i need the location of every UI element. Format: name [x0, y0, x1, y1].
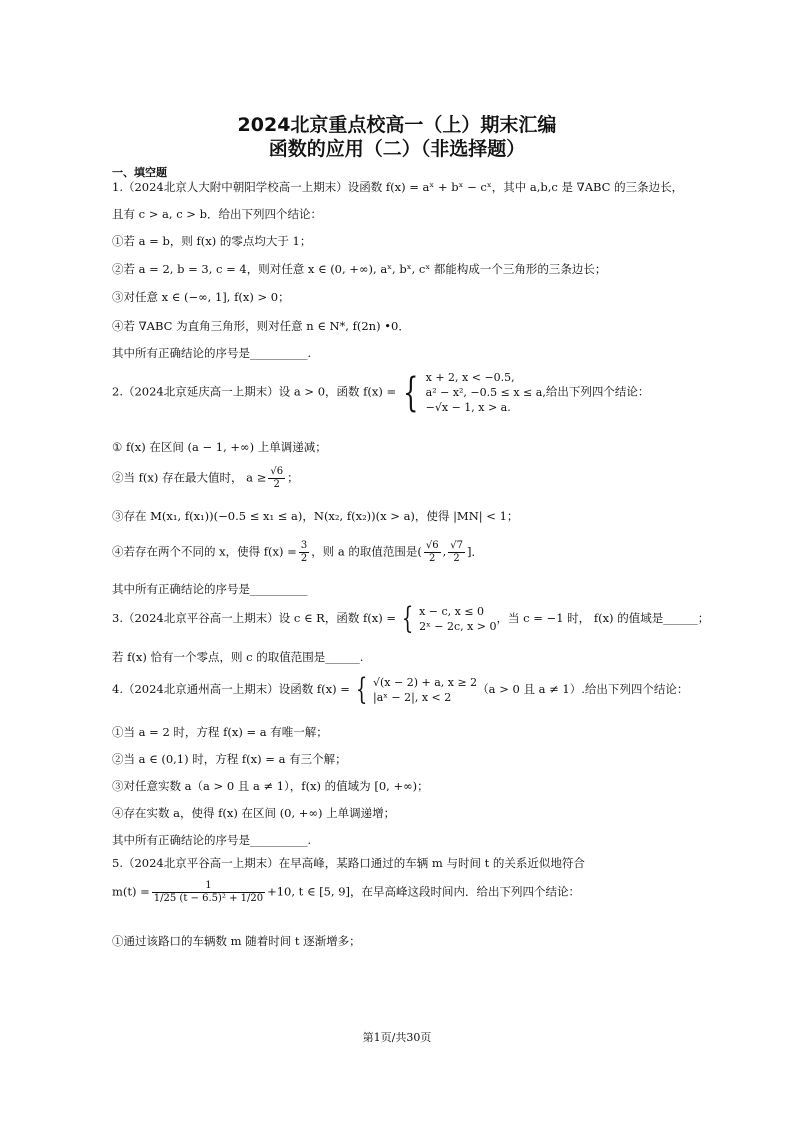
brace-symbol: {	[403, 369, 419, 416]
q4-piecewise	[373, 675, 477, 705]
brace-symbol: {	[401, 601, 414, 636]
document-subtitle: 函数的应用（二）（非选择题）	[268, 138, 526, 160]
q2-option-2	[112, 466, 299, 491]
q4-tail: （a > 0 且 a ≠ 1）.给出下列四个结论：	[477, 682, 689, 696]
page-footer: 第1页/共30页	[362, 1031, 432, 1044]
q2-option-2-end: ；	[287, 470, 299, 485]
q3-lead: 3.（2024北京平谷高一上期末）设 c ∈ R，函数 f(x) =	[112, 611, 396, 625]
q1-option-4: ④若 ∇ABC 为直角三角形，则对任意 n ∈ N*, f(2n) •0．	[112, 319, 410, 333]
q3-tail: ，当 c = −1 时， f(x) 的值域是______；	[496, 611, 710, 625]
q5-formula-lead: m(t) =	[112, 884, 150, 899]
comma: ,	[442, 544, 447, 559]
q2-case-3: −√x − 1, x > a.	[425, 401, 511, 414]
fraction-denominator: 2	[429, 553, 436, 564]
q2-tail: 给出下列四个结论：	[545, 384, 650, 399]
q2-lead: 2.（2024北京延庆高一上期末）设 a > 0，函数 f(x) =	[112, 384, 397, 399]
q2-option-4	[112, 540, 483, 565]
fraction-denominator: 2	[300, 553, 308, 564]
q3-line2: 若 f(x) 恰有一个零点，则 c 的取值范围是______.	[112, 650, 364, 664]
q4-option-2: ②当 a ∈ (0,1) 时，方程 f(x) = a 有三个解；	[112, 752, 347, 766]
q2-option-4-text: ④若存在两个不同的 x，使得 f(x) =	[112, 544, 297, 559]
fraction	[448, 540, 465, 565]
document-title: 2024北京重点校高一（上）期末汇编	[237, 114, 557, 136]
fraction-numerator: 1	[152, 880, 265, 893]
fraction	[268, 466, 285, 491]
q4-option-4: ④存在实数 a，使得 f(x) 在区间 (0, +∞) 上单调递增；	[112, 806, 396, 820]
q4-stem	[112, 672, 689, 707]
fraction-denominator: 2	[453, 553, 460, 564]
q2-stem	[112, 370, 649, 415]
fraction-denominator: 2	[273, 479, 280, 490]
q2-option-2-text: ②当 f(x) 存在最大值时， a ≥	[112, 470, 267, 485]
section-heading: 一、填空题	[112, 166, 167, 179]
q3-piecewise	[419, 604, 496, 634]
q1-option-2: ②若 a = 2, b = 3, c = 4，则对任意 x ∈ (0, +∞), aˣ, bˣ, cˣ 都能构成一个三角形的三条边长；	[112, 262, 607, 276]
q4-case-2: |aˣ − 2|, x < 2	[373, 691, 452, 704]
fraction-numerator: √6	[425, 540, 439, 551]
q4-case-1: √(x − 2) + a, x ≥ 2	[373, 676, 478, 689]
q3-case-2: 2ˣ − 2c, x > 0	[419, 620, 497, 633]
q2-option-4-mid: ，则 a 的取值范围是(	[311, 544, 422, 559]
fraction-denominator: 1/25 (t − 6.5)² + 1/20	[153, 893, 264, 904]
q3-stem	[112, 601, 710, 636]
q1-option-3: ③对任意 x ∈ (−∞, 1], f(x) > 0；	[112, 290, 290, 304]
fraction	[299, 540, 309, 565]
q1-stem-line2: 且有 c > a, c > b．给出下列四个结论：	[112, 207, 322, 221]
q3-case-1: x − c, x ≤ 0	[419, 605, 485, 618]
q5-stem-line1: 5.（2024北京平谷高一上期末）在早高峰，某路口通过的车辆 m 与时间 t 的关系近似地符合	[112, 856, 585, 870]
q2-option-1: ① f(x) 在区间 (a − 1, +∞) 上单调递减；	[112, 440, 327, 454]
q4-option-3: ③对任意实数 a（a > 0 且 a ≠ 1），f(x) 的值域为 [0, +∞)；	[112, 779, 429, 793]
q2-answer-prompt: 其中所有正确结论的序号是__________	[112, 582, 308, 596]
fraction-numerator: √7	[450, 540, 463, 551]
q4-answer-prompt: 其中所有正确结论的序号是__________.	[112, 833, 312, 847]
fraction	[424, 540, 441, 565]
q4-lead: 4.（2024北京通州高一上期末）设函数 f(x) =	[112, 682, 350, 696]
fraction	[152, 880, 265, 905]
q5-option-1: ①通过该路口的车辆数 m 随着时间 t 逐渐增多；	[112, 934, 361, 948]
brace-symbol: {	[355, 672, 368, 707]
q5-formula-tail: +10, t ∈ [5, 9]	[267, 884, 351, 899]
q2-option-4-end: ]．	[466, 544, 483, 559]
q2-piecewise	[426, 370, 546, 415]
q1-stem-line1: 1.（2024北京人大附中朝阳学校高一上期末）设函数 f(x) = aˣ + bˣ − cˣ，其中 a,b,c 是 ∇ABC 的三条边长，	[112, 180, 684, 194]
q1-option-1: ①若 a = b，则 f(x) 的零点均大于 1；	[112, 234, 312, 248]
q4-option-1: ①当 a = 2 时，方程 f(x) = a 有唯一解；	[112, 725, 328, 739]
q2-option-3: ③存在 M(x₁, f(x₁))(−0.5 ≤ x₁ ≤ a)，N(x₂, f(x₂))(x > a)，使得 |MN| < 1；	[112, 509, 519, 523]
q5-formula-after: ，在早高峰这段时间内．给出下列四个结论：	[350, 884, 581, 899]
q2-case-2: a² − x², −0.5 ≤ x ≤ a,	[425, 386, 546, 399]
q1-answer-prompt: 其中所有正确结论的序号是__________.	[112, 346, 312, 360]
fraction-numerator: √6	[270, 466, 284, 477]
fraction-numerator: 3	[300, 540, 308, 551]
q2-case-1: x + 2, x < −0.5,	[425, 371, 515, 384]
q5-formula-line	[112, 880, 580, 905]
